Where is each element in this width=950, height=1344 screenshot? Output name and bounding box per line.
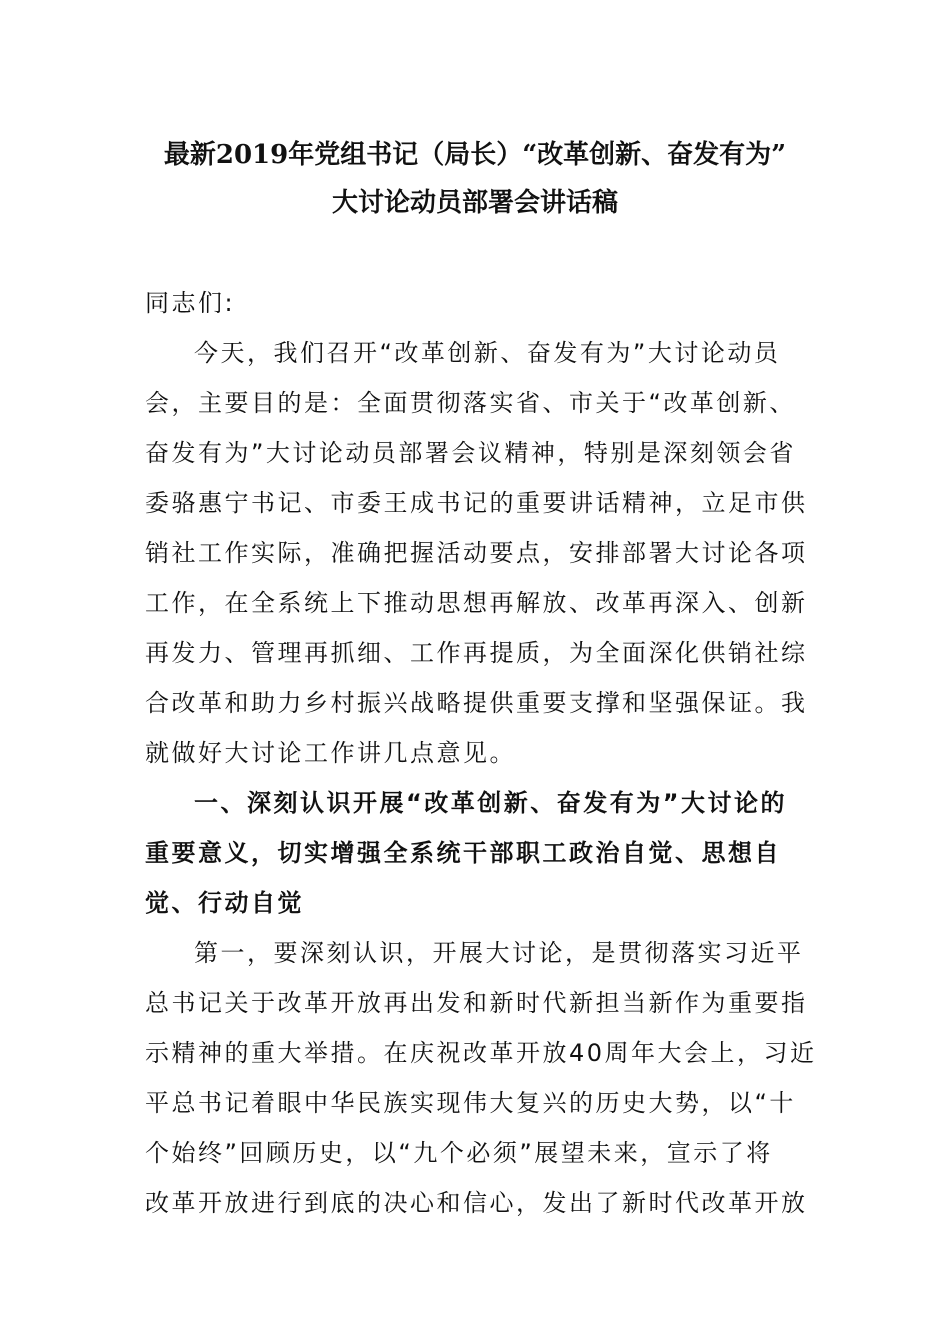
paragraph-2-line: 个始终”回顾历史，以“九个必须”展望未来，宣示了将: [145, 1139, 773, 1167]
paragraph-2-line: 示精神的重大举措。在庆祝改革开放40周年大会上，习近: [145, 1039, 817, 1067]
paragraph-2-line: 平总书记着眼中华民族实现伟大复兴的历史大势，以“十: [145, 1089, 796, 1117]
paragraph-1-line: 就做好大讨论工作讲几点意见。: [145, 739, 516, 767]
paragraph-1-line: 合改革和助力乡村振兴战略提供重要支撑和坚强保证。我: [145, 689, 808, 717]
paragraph-1-line: 今天，我们召开“改革创新、奋发有为”大讨论动员: [194, 339, 781, 367]
paragraph-2-line: 改革开放进行到底的决心和信心，发出了新时代改革开放: [145, 1189, 808, 1217]
section-heading-1-line: 觉、行动自觉: [145, 889, 304, 917]
paragraph-2-line: 第一，要深刻认识，开展大讨论，是贯彻落实习近平: [194, 939, 804, 967]
paragraph-1-line: 销社工作实际，准确把握活动要点，安排部署大讨论各项: [145, 539, 808, 567]
paragraph-1-line: 工作，在全系统上下推动思想再解放、改革再深入、创新: [145, 589, 808, 617]
paragraph-1-line: 奋发有为”大讨论动员部署会议精神，特别是深刻领会省: [145, 439, 796, 467]
document-title-line-2: 大讨论动员部署会讲话稿: [331, 188, 618, 218]
paragraph-1-line: 委骆惠宁书记、市委王成书记的重要讲话精神，立足市供: [145, 489, 808, 517]
paragraph-1-line: 会，主要目的是：全面贯彻落实省、市关于“改革创新、: [145, 389, 796, 417]
paragraph-1-line: 再发力、管理再抓细、工作再提质，为全面深化供销社综: [145, 639, 808, 667]
section-heading-1-line: 一、深刻认识开展“改革创新、奋发有为”大讨论的: [194, 789, 788, 817]
document-title-line-1: 最新2019年党组书记（局长）“改革创新、奋发有为”: [163, 140, 787, 170]
paragraph-2-line: 总书记关于改革开放再出发和新时代新担当新作为重要指: [145, 989, 808, 1017]
section-heading-1-line: 重要意义，切实增强全系统干部职工政治自觉、思想自: [145, 839, 781, 867]
salutation: 同志们:: [145, 289, 236, 317]
